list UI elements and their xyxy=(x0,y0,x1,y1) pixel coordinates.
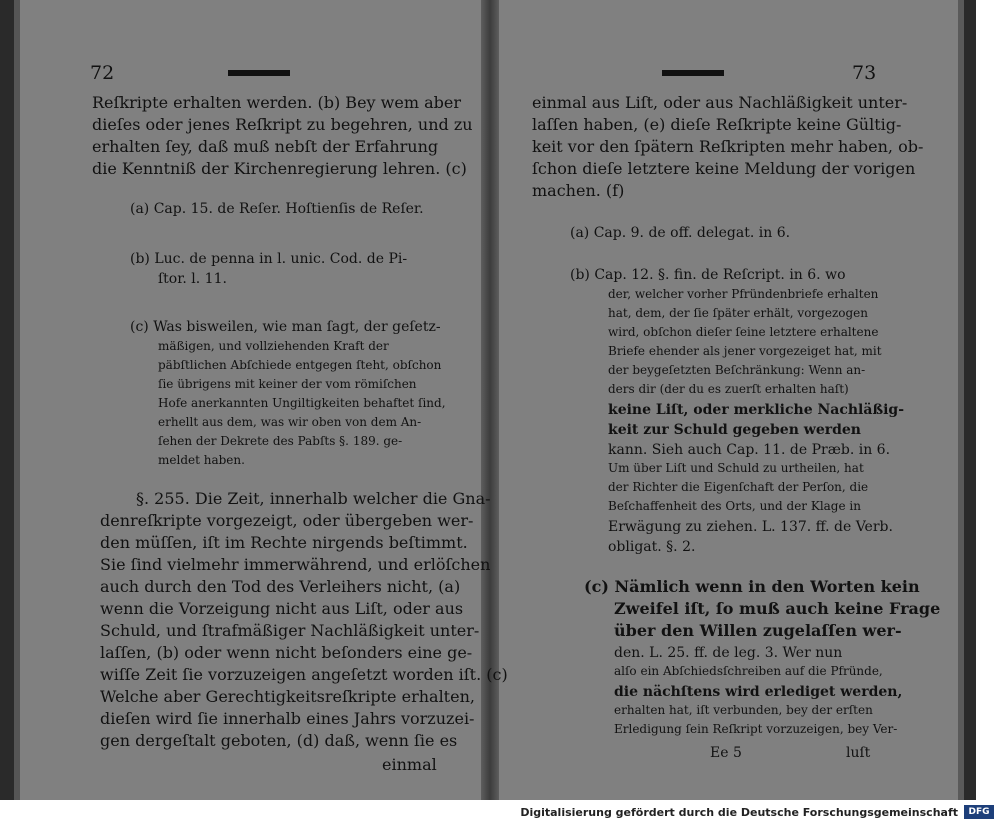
section-255-line: laſſen, (b) oder wenn nicht beſonders eine ge- xyxy=(100,643,473,662)
right-page xyxy=(510,0,941,800)
footnote-b-line: der beygeſetzten Beſchränkung: Wenn an- xyxy=(608,363,866,377)
footnote-a: (a) Cap. 9. de off. delegat. in 6. xyxy=(570,225,791,241)
section-255-line: §. 255. Die Zeit, innerhalb welcher die Gna- xyxy=(136,489,491,508)
dfg-logo: DFG xyxy=(964,805,994,819)
section-255-line: Sie ſind vielmehr immerwährend, und erlöſchen xyxy=(100,555,491,574)
footnote-b-line: Um über Liſt und Schuld zu urtheilen, hat xyxy=(608,461,864,475)
text-line: einmal aus Liſt, oder aus Nachläßigkeit unter- xyxy=(532,93,908,112)
footnote-c: (c) Was bisweilen, wie man ſagt, der geſetz- xyxy=(130,319,441,335)
footnote-b-line: keit zur Schuld gegeben werden xyxy=(608,422,861,438)
section-255-line: den müſſen, iſt im Rechte nirgends beſtimmt. xyxy=(100,533,468,552)
footnote-b-line: der, welcher vorher Pfründenbriefe erhalten xyxy=(608,287,879,301)
footnote-c-line: Hofe anerkannten Ungiltigkeiten behaftet ſind, xyxy=(158,396,446,410)
footnote-c-line: den. L. 25. ff. de leg. 3. Wer nun xyxy=(614,645,843,661)
section-255-line: auch durch den Tod des Verleihers nicht, (a) xyxy=(100,577,461,596)
text-line: die Kenntniß der Kirchenregierung lehren. (c) xyxy=(92,159,467,178)
footnote-c-line: Erledigung ſein Reſkript vorzuzeigen, bey Ver- xyxy=(614,722,898,736)
left-page xyxy=(70,0,508,800)
footnote-c-line: erhellt aus dem, was wir oben von dem An- xyxy=(158,415,422,429)
footnote-a: (a) Cap. 15. de Reſer. Hoſtienſis de Reſer. xyxy=(130,201,424,217)
funding-credit-text: Digitalisierung gefördert durch die Deutsche Forschungsgemeinschaft xyxy=(520,806,958,819)
footnote-c-line: mäßigen, und vollziehenden Kraft der xyxy=(158,339,389,353)
footnote-b-line: keine Liſt, oder merkliche Nachläßig- xyxy=(608,402,905,418)
page-header-rule xyxy=(662,70,724,76)
section-255-line: wiſſe Zeit ſie vorzuzeigen angeſetzt worden iſt. (c) xyxy=(100,665,508,684)
page-number-right: 73 xyxy=(852,62,877,84)
scan-edge-right xyxy=(964,0,976,800)
text-line: keit vor den ſpätern Reſkripten mehr haben, ob- xyxy=(532,137,924,156)
section-255-line: wenn die Vorzeigung nicht aus Liſt, oder aus xyxy=(100,599,464,618)
footnote-b-line: hat, dem, der ſie ſpäter erhält, vorgezogen xyxy=(608,306,868,320)
footnote-c-line: ſehen der Dekrete des Pabſts §. 189. ge- xyxy=(158,434,403,448)
section-255-line: denreſkripte vorgezeigt, oder übergeben wer- xyxy=(100,511,474,530)
footnote-b: (b) Luc. de penna in l. unic. Cod. de Pi- xyxy=(130,251,408,267)
scan-edge-left xyxy=(0,0,14,800)
footnote-b-line: Briefe ehender als jener vorgezeiget hat, mit xyxy=(608,344,882,358)
text-line: machen. (f) xyxy=(532,181,625,200)
text-line: ſchon dieſe letztere keine Meldung der vorigen xyxy=(532,159,916,178)
footnote-c-line: päbſtlichen Abſchiede entgegen ſteht, obſchon xyxy=(158,358,442,372)
page-number-left: 72 xyxy=(90,62,115,84)
text-line: Reſkripte erhalten werden. (b) Bey wem aber xyxy=(92,93,461,112)
footnote-c-line: alſo ein Abſchiedsſchreiben auf die Pfründe, xyxy=(614,664,883,678)
catchword-left: einmal xyxy=(382,755,437,774)
text-line: dieſes oder jenes Reſkript zu begehren, und zu xyxy=(92,115,473,134)
footnote-c-line: erhalten hat, iſt verbunden, bey der erſten xyxy=(614,703,873,717)
section-255-line: Welche aber Gerechtigkeitsreſkripte erhalten, xyxy=(100,687,475,706)
footnote-b-line: kann. Sieh auch Cap. 11. de Præb. in 6. xyxy=(608,442,891,458)
text-line: laſſen haben, (e) dieſe Reſkripte keine Gültig- xyxy=(532,115,902,134)
footnote-c-line: die nächſtens wird erlediget werden, xyxy=(614,684,903,700)
text-line: erhalten ſey, daß muß nebſt der Erfahrung xyxy=(92,137,439,156)
footnote-b-line: der Richter die Eigenſchaft der Perſon, die xyxy=(608,480,869,494)
section-255-line: Schuld, und ſtrafmäßiger Nachläßigkeit unter- xyxy=(100,621,480,640)
footnote-b-line: Erwägung zu ziehen. L. 137. ff. de Verb. xyxy=(608,519,893,535)
signature-mark: Ee 5 xyxy=(710,745,742,761)
footnote-b-line: wird, obſchon dieſer ſeine letztere erhaltene xyxy=(608,325,879,339)
footnote-c-line: meldet haben. xyxy=(158,453,245,467)
footnote-b-line: Beſchaffenheit des Orts, und der Klage in xyxy=(608,499,861,513)
footnote-c-line: über den Willen zugelaſſen wer- xyxy=(614,621,902,640)
footnote-b-line: obligat. §. 2. xyxy=(608,539,696,555)
catchword-right: luſt xyxy=(846,745,871,761)
footnote-b: (b) Cap. 12. §. fin. de Reſcript. in 6. wo xyxy=(570,267,846,283)
footnote-b-cont: ſtor. l. 11. xyxy=(158,271,227,287)
footnote-c-line: Zweifel iſt, ſo muß auch keine Frage xyxy=(614,599,941,618)
section-255-line: gen dergeſtalt geboten, (d) daß, wenn ſie es xyxy=(100,731,458,750)
footnote-c: (c) Nämlich wenn in den Worten kein xyxy=(584,577,920,596)
footnote-b-line: ders dir (der du es zuerſt erhalten haſt) xyxy=(608,382,849,396)
funding-credit-bar xyxy=(0,800,1000,824)
footnote-c-line: ſie übrigens mit keiner der vom römiſchen xyxy=(158,377,417,391)
section-255-line: dieſen wird ſie innerhalb eines Jahrs vorzuzei- xyxy=(100,709,475,728)
page-header-rule xyxy=(228,70,290,76)
scan-edge-left-inner xyxy=(14,0,20,800)
